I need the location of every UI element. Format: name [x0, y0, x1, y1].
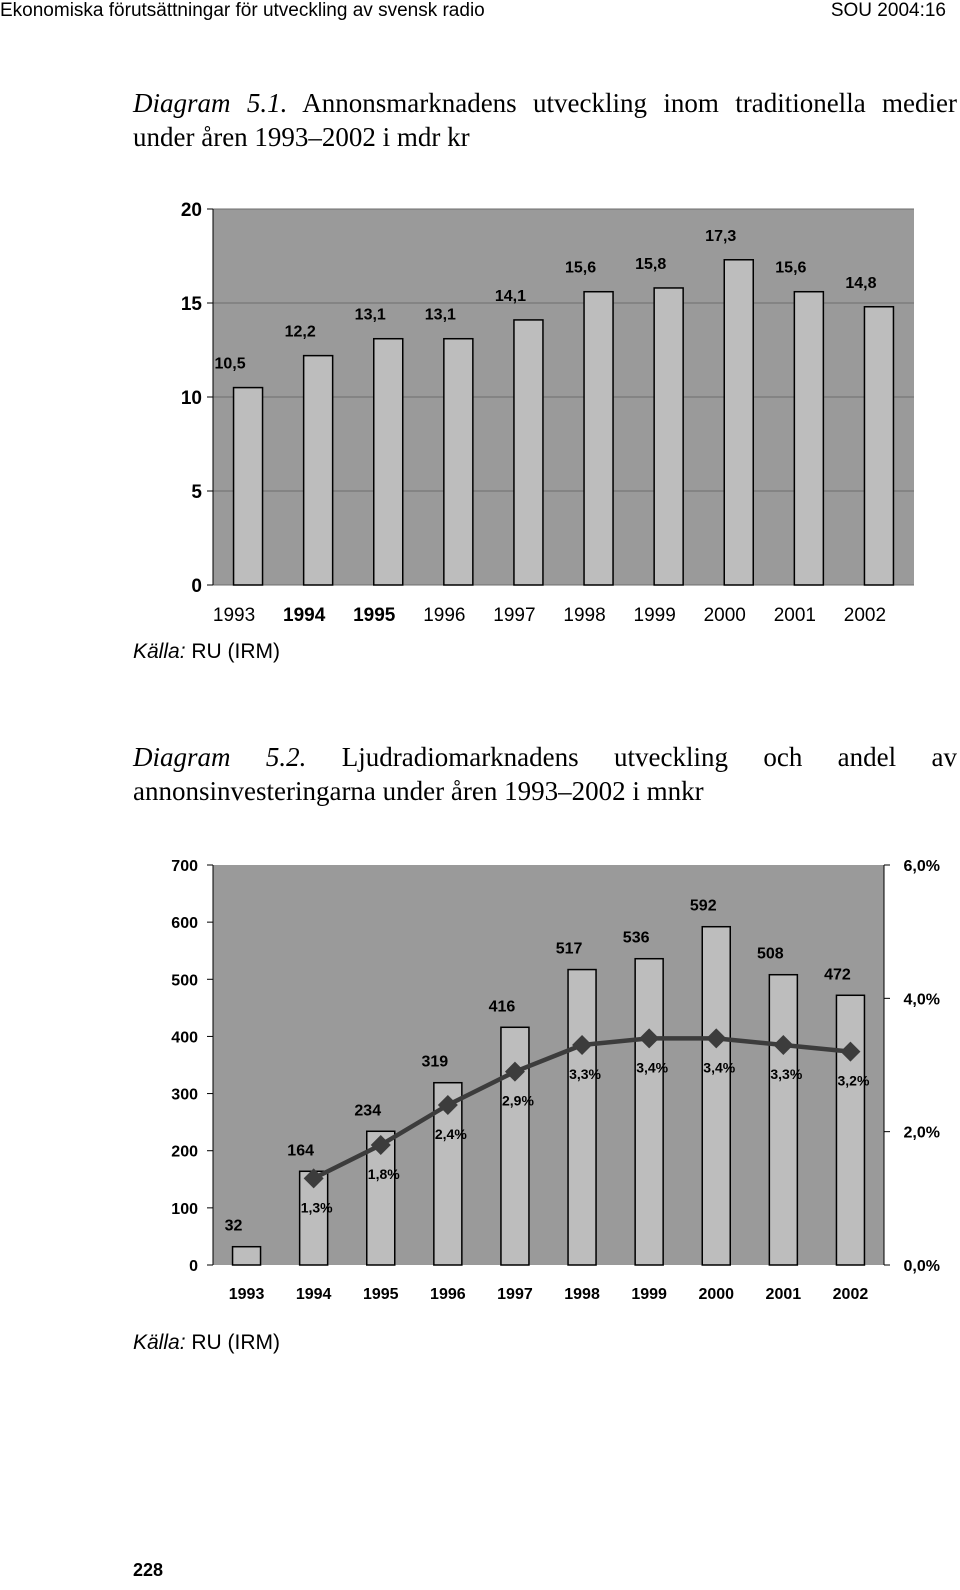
x-tick-label: 1998: [564, 1286, 600, 1303]
data-label: 13,1: [424, 306, 456, 324]
data-label: 164: [287, 1142, 315, 1160]
data-label: 17,3: [705, 227, 737, 245]
diagram2-source: [133, 1331, 280, 1355]
y2-tick-label: 6,0%: [903, 858, 940, 875]
x-tick-label: 1999: [633, 605, 676, 626]
x-tick-label: 1994: [283, 605, 326, 626]
data-label: 15,6: [564, 259, 597, 277]
bar: [724, 260, 753, 585]
data-label: 472: [824, 966, 851, 984]
line-data-label: 1,8%: [367, 1166, 400, 1182]
line-data-label: 1,3%: [300, 1199, 333, 1216]
data-label: 15,6: [775, 259, 807, 277]
bar: [584, 292, 613, 585]
page-number: 228: [133, 1560, 164, 1580]
line-data-label: 3,4%: [636, 1059, 669, 1076]
data-label: 508: [756, 945, 784, 963]
diagram1-source-label: Källa:: [133, 640, 186, 663]
y-tick-label: 15: [180, 294, 202, 315]
diagram2-label: Diagram 5.2.: [133, 742, 307, 772]
running-header-report-id: SOU 2004:16: [830, 0, 946, 21]
bar: [794, 292, 823, 585]
data-label: 32: [224, 1217, 243, 1235]
x-tick-label: 1995: [362, 1286, 399, 1303]
running-header-title: Ekonomiska förutsättningar för utveckling av svensk radio: [0, 0, 485, 21]
line-data-label: 2,9%: [501, 1092, 534, 1109]
y-tick-label: 700: [171, 858, 198, 875]
bar: [233, 1247, 261, 1265]
x-tick-label: 1997: [497, 1286, 533, 1303]
y-tick-label: 500: [171, 972, 198, 990]
x-tick-label: 1995: [353, 605, 396, 626]
bar: [635, 959, 663, 1265]
line-data-label: 3,3%: [569, 1066, 602, 1082]
line-data-label: 3,4%: [703, 1059, 736, 1076]
y2-tick-label: 0,0%: [903, 1258, 940, 1275]
x-tick-label: 2000: [698, 1286, 735, 1303]
x-tick-label: 2001: [773, 605, 816, 626]
data-label: 536: [622, 929, 650, 947]
data-label: 14,1: [494, 287, 527, 305]
x-tick-label: 1996: [423, 605, 466, 626]
bar: [836, 995, 864, 1265]
y-tick-label: 5: [191, 482, 202, 503]
x-tick-label: 2002: [843, 605, 887, 626]
line-data-label: 3,2%: [837, 1072, 870, 1089]
x-tick-label: 1993: [228, 1286, 265, 1303]
diagram1-caption: [133, 86, 957, 154]
x-tick-label: 2001: [765, 1286, 802, 1303]
data-label: 10,5: [214, 355, 246, 373]
diagram2-source-label: Källa:: [133, 1331, 186, 1354]
bar: [514, 320, 543, 585]
bar: [304, 356, 333, 585]
y-tick-label: 0: [191, 576, 202, 597]
y-tick-label: 300: [171, 1086, 198, 1104]
y-tick-label: 200: [171, 1143, 198, 1161]
x-tick-label: 2000: [703, 605, 746, 626]
y-tick-label: 400: [171, 1029, 198, 1047]
line-data-label: 2,4%: [434, 1126, 467, 1142]
data-label: 592: [689, 897, 717, 915]
bar: [234, 388, 263, 585]
diagram2-title: Ljudradiomarknadens utveckling och andel av annonsinvesteringarna under åren 1993–2002 i mnkr: [133, 742, 957, 806]
diagram2-source-text: RU (IRM): [191, 1331, 281, 1354]
data-label: 13,1: [354, 306, 386, 324]
data-label: 234: [354, 1102, 382, 1120]
y-tick-label: 100: [171, 1200, 198, 1218]
bar: [654, 288, 683, 585]
x-tick-label: 1999: [631, 1286, 667, 1303]
y-tick-label: 20: [180, 200, 202, 221]
bar: [374, 339, 403, 585]
x-tick-label: 1993: [212, 605, 256, 626]
y2-tick-label: 4,0%: [903, 991, 940, 1009]
diagram1-title: Annonsmarknadens utveckling inom traditionella medier under åren 1993–2002 i mdr kr: [133, 88, 957, 152]
data-label: 319: [421, 1053, 449, 1071]
diagram1-source-text: RU (IRM): [191, 640, 281, 663]
diagram2-caption: [133, 740, 957, 808]
line-data-label: 3,3%: [770, 1066, 803, 1082]
x-tick-label: 1996: [430, 1286, 466, 1303]
chart-ad-market: [0, 195, 960, 635]
y2-tick-label: 2,0%: [903, 1124, 940, 1142]
data-label: 14,8: [845, 274, 877, 292]
bar: [769, 975, 797, 1265]
chart-radio-market: [0, 855, 960, 1325]
diagram1-source: [133, 640, 280, 664]
diagram1-label: Diagram 5.1.: [133, 88, 288, 118]
x-tick-label: 1994: [295, 1286, 332, 1303]
y-tick-label: 0: [189, 1258, 198, 1275]
y-tick-label: 10: [180, 388, 202, 409]
data-label: 12,2: [284, 323, 316, 341]
bar: [444, 339, 473, 585]
data-label: 517: [555, 940, 583, 958]
bar: [864, 307, 893, 585]
data-label: 15,8: [635, 255, 667, 273]
x-tick-label: 1998: [563, 605, 606, 626]
x-tick-label: 2002: [832, 1286, 869, 1303]
data-label: 416: [488, 998, 516, 1016]
x-tick-label: 1997: [493, 605, 536, 626]
bar: [702, 927, 730, 1265]
y-tick-label: 600: [171, 915, 198, 933]
bar: [568, 970, 596, 1265]
